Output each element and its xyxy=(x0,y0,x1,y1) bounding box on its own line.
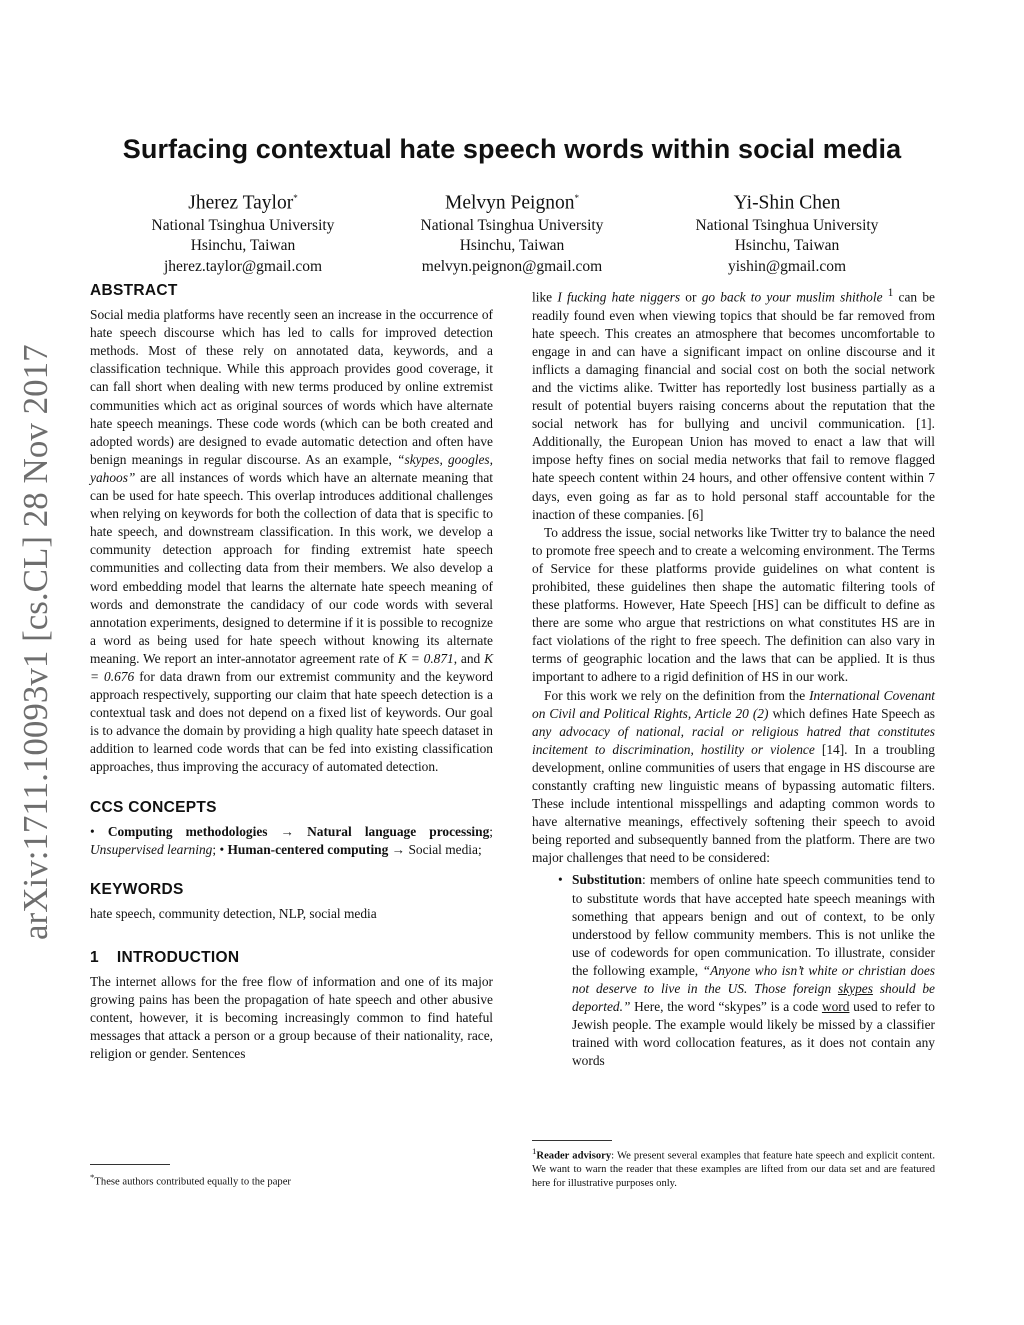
intro-heading: 1 INTRODUCTION xyxy=(90,949,240,966)
author-affiliation: National Tsinghua University xyxy=(151,216,335,234)
author-name: Yi-Shin Chen xyxy=(733,192,841,214)
equal-contribution-mark: * xyxy=(293,193,298,203)
author-location: Hsinchu, Taiwan xyxy=(734,237,840,254)
right-column xyxy=(532,284,935,1071)
section-number: 1 xyxy=(90,949,99,966)
equal-contribution-mark: * xyxy=(574,193,579,203)
abstract-heading: ABSTRACT xyxy=(90,282,178,299)
kappa-value-1: K = 0.871 xyxy=(398,650,454,666)
ccs-concepts: • Computing methodologies → Natural language processing; Unsupervised learning; • Human-centered computing → Social media; xyxy=(90,823,494,857)
paragraph-free-speech: To address the issue, social networks like Twitter try to balance the need to promote free speech and to create a welcoming environment. The Terms of Service for these platforms provide guidelines on what content is prohibited, these guidelines then shape the automatic filtering tools of these platforms. However, Hate Speech [HS] can be difficult to define as there are some who argue that restrictions on what constitutes HS are in fact violations of the right to free speech. The definition can also vary in terms of geographic location and the laws that can be applied. It is thus important to adhere to a rigid definition of HS in our work. xyxy=(532,524,935,685)
author-location: Hsinchu, Taiwan xyxy=(190,237,296,254)
author-block-3 xyxy=(637,186,937,277)
author-affiliation: National Tsinghua University xyxy=(695,216,879,234)
footnote-reader-advisory: $^1$Reader advisory: We present several examples that feature hate speech and explicit content. We want to warn the reader that these examples are lifted from our data set and are featured here for illustrative purposes only. xyxy=(532,1146,936,1189)
author-email: yishin@gmail.com xyxy=(727,257,847,275)
intro-paragraph: The internet allows for the free flow of information and one of its major growing pains has been the propagation of hate speech and other abusive content, however, it is becoming increasingly common to find hateful messages that attack a person or a group because of their nationality, race, religion or gender. Sentences xyxy=(90,974,493,1062)
arxiv-stamp: arXiv:1711.10093v1 [cs.CL] 28 Nov 2017 xyxy=(16,344,55,940)
bullet-icon: • xyxy=(558,872,563,888)
intro-paragraph-cont: like I fucking hate niggers or go back to your muslim shithole $^1$ can be readily found even when viewing topics that should be far removed from hate speech. This creates an atmosphere that becomes uncomfortable to engage in and can have a significant impact on online discourse and it inflicts a damaging financial and social cost on both the social network and the victims alike. Twitter has reportedly lost business partially as a result of potential buyers raising concerns about the reputation that the social network has for bullying and uncivil communication. [1]. Additionally, the European Union has moved to enact a law that will impose hefty fines on social media networks that fail to remove flagged hate speech content within 24 hours, and other offensive content within 7 days, even going as far as to hold personal staff accountable for the inaction of these companies. [6] xyxy=(532,287,935,522)
author-location: Hsinchu, Taiwan xyxy=(459,237,565,254)
author-email: melvyn.peignon@gmail.com xyxy=(421,257,603,275)
keywords-heading: KEYWORDS xyxy=(90,880,184,898)
author-email: jherez.taylor@gmail.com xyxy=(163,257,323,275)
author-block-1 xyxy=(93,186,393,277)
paper-title: Surfacing contextual hate speech words within social media xyxy=(122,134,902,164)
footnote-rule xyxy=(532,1140,612,1141)
left-column xyxy=(90,282,493,1064)
author-name: Jherez Taylor xyxy=(188,192,294,214)
ccs-heading: CCS CONCEPTS xyxy=(90,798,217,816)
abstract-example: “skypes, googles, yahoos” xyxy=(90,451,493,485)
bullet-substitution: • Substitution: members of online hate speech communities tend to to substitute words that have accepted hate speech meanings with something that appears benign and out of context, to be only understood by fellow community members. This is not unlike the use of codewords for open communication. To illustrate, consider the following example, “Anyone who isn’t white or christian does not deserve to live in the US. Those foreign skypes should be deported.” Here, the word “skypes” is a code word used to refer to Jewish people. The example would likely be missed by a classifier trained with word collocation features, as it does not contain any words xyxy=(558,872,935,1069)
footnote-ref[interactable]: 1 xyxy=(887,287,894,299)
abstract-text: Social media platforms have recently seen an increase in the occurrence of hate speech discourse which has led to calls for improved detection methods. Most of these rely on annotated data, keywords, and a classification technique. While this approach provides good coverage, it can fall short when dealing with new terms produced by online extremist communities which act as original sources of words which have alternate hate speech meanings. These code words (which can be both created and adopted words) are designed to evade automatic detection and often have benign meanings in regular discourse. As an example, “skypes, googles, yahoos” are all instances of words which have an alternate meaning that can be used for hate speech. This overlap introduces additional challenges when relying on keywords for both the collection of data that is specific to hate speech, and downstream classification. In this work, we develop a community detection approach for finding extremist hate speech communities and collecting data from their members. We also develop a word embedding model that learns the alternate hate speech meaning of words and demonstrate the candidacy of our code words with several annotation experiments, designed to determine if it is possible to recognize a word as being used for hate speech without knowing its alternate meaning. We report an inter-annotator agreement rate of K = 0.871, and K = 0.676 for data drawn from our extremist community and the keyword approach respectively, supporting our claim that hate speech detection is a contextual task and does not depend on a fixed list of keywords. Our goal is to advance the domain by providing a high quality hate speech dataset in addition to learned code words that can be fed into existing classification approaches, thus improving the accuracy of automated detection. xyxy=(90,307,494,775)
footnote-rule xyxy=(90,1164,170,1165)
author-affiliation: National Tsinghua University xyxy=(420,216,604,234)
kappa-value-2: K = 0.676 xyxy=(90,650,493,684)
footnote-equal-contribution: *These authors contributed equally to the paper xyxy=(90,1172,291,1188)
author-name: Melvyn Peignon xyxy=(445,192,575,214)
bullet-term: Substitution xyxy=(572,872,642,888)
author-block-2 xyxy=(362,186,662,277)
keywords-text: hate speech, community detection, NLP, social media xyxy=(90,905,377,921)
paragraph-definition: For this work we rely on the definition from the International Covenant on Civil and Political Rights, Article 20 (2) which defines Hate Speech as any advocacy of national, racial or religious hatred that constitutes incitement to discrimination, hostility or violence [14]. In a troubling development, online communities of users that engage in HS discourse are constantly crafting new linguistic means of bypassing automatic filters. These include intentional misspellings and adapting common words to have alternative meanings, effectively softening their speech to avoid being reported and subsequently banned from the platform. There are two major challenges that need to be considered: xyxy=(532,687,936,866)
